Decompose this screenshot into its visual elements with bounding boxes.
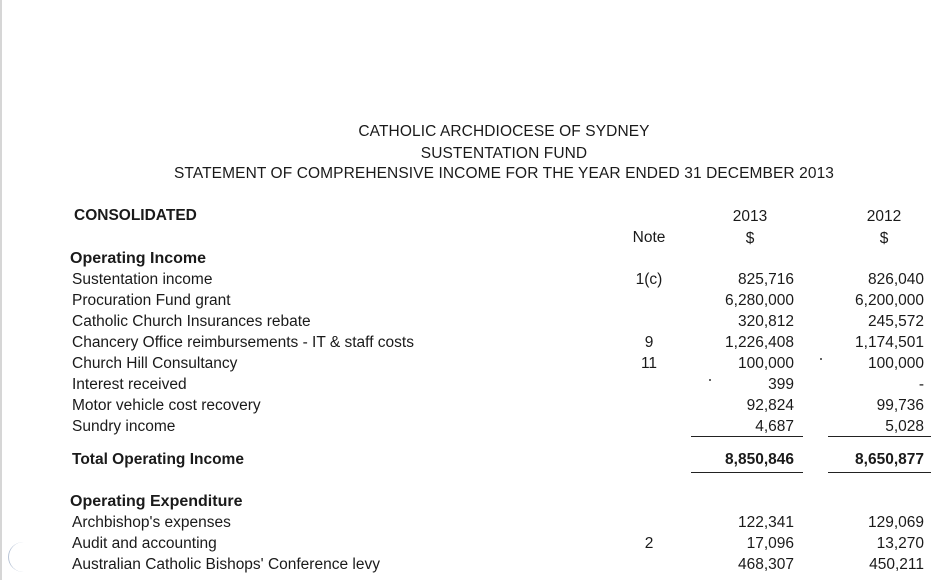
value-2012: 450,211	[869, 556, 924, 573]
table-row	[0, 313, 942, 334]
value-2013: 122,341	[737, 514, 794, 531]
table-row	[0, 355, 942, 376]
row-label: Church Hill Consultancy	[72, 355, 238, 372]
row-note: 2	[644, 535, 654, 552]
value-2013: 399	[768, 376, 794, 393]
table-row	[0, 376, 942, 397]
row-label: Chancery Office reimbursements - IT & staff costs	[72, 334, 414, 351]
total-value-2012: 8,650,877	[855, 451, 924, 468]
row-label: Sustentation income	[72, 271, 213, 288]
value-2012: 100,000	[867, 355, 924, 372]
table-row	[0, 556, 942, 577]
table-row	[0, 535, 942, 556]
subtotal-rule-2013	[691, 436, 803, 437]
note-column-header: Note	[632, 229, 666, 246]
table-row	[0, 334, 942, 355]
value-2012: 6,200,000	[855, 292, 924, 309]
statement-title: STATEMENT OF COMPREHENSIVE INCOME FOR THE YEAR ENDED 31 DECEMBER 2013	[173, 165, 835, 182]
value-2013: 468,307	[737, 556, 794, 573]
value-2012: 99,736	[876, 397, 924, 414]
scan-speck	[709, 379, 711, 381]
currency-2013-header: $	[745, 230, 755, 247]
table-row	[0, 271, 942, 292]
row-label: Procuration Fund grant	[72, 292, 231, 309]
row-label: Motor vehicle cost recovery	[72, 397, 261, 414]
total-label: Total Operating Income	[72, 451, 244, 468]
value-2013: 92,824	[746, 397, 794, 414]
total-row	[0, 451, 942, 472]
total-rule-2013	[691, 472, 803, 473]
table-row	[0, 397, 942, 418]
currency-2012-header: $	[879, 230, 889, 247]
row-label: Archbishop's expenses	[72, 514, 231, 531]
value-2013: 4,687	[755, 418, 794, 435]
value-2012: -	[918, 376, 924, 393]
operating-income-heading: Operating Income	[70, 250, 207, 267]
value-2013: 100,000	[737, 355, 794, 372]
value-2012: 5,028	[885, 418, 924, 435]
value-2013: 1,226,408	[725, 334, 794, 351]
row-note: 1(c)	[635, 271, 663, 288]
value-2012: 245,572	[867, 313, 924, 330]
consolidated-label: CONSOLIDATED	[74, 207, 197, 224]
value-2013: 825,716	[737, 271, 794, 288]
value-2012: 129,069	[867, 514, 924, 531]
row-label: Interest received	[72, 376, 187, 393]
fund-title: SUSTENTATION FUND	[420, 145, 588, 162]
year-2012-header: 2012	[866, 208, 902, 225]
row-label: Catholic Church Insurances rebate	[72, 313, 311, 330]
table-row	[0, 292, 942, 313]
row-label: Sundry income	[72, 418, 176, 435]
value-2013: 6,280,000	[725, 292, 794, 309]
subtotal-rule-2012	[828, 436, 931, 437]
value-2012: 13,270	[876, 535, 924, 552]
row-label: Australian Catholic Bishops' Conference levy	[72, 556, 380, 573]
row-note: 9	[644, 334, 654, 351]
total-rule-2012	[828, 472, 931, 473]
row-note: 11	[640, 355, 658, 372]
scan-speck	[820, 358, 822, 360]
value-2013: 17,096	[746, 535, 794, 552]
value-2013: 320,812	[737, 313, 794, 330]
total-value-2013: 8,850,846	[725, 451, 794, 468]
table-row	[0, 514, 942, 535]
org-title: CATHOLIC ARCHDIOCESE OF SYDNEY	[358, 123, 650, 140]
year-2013-header: 2013	[732, 208, 768, 225]
value-2012: 1,174,501	[855, 334, 924, 351]
row-label: Audit and accounting	[72, 535, 217, 552]
operating-expenditure-heading: Operating Expenditure	[70, 493, 243, 510]
value-2012: 826,040	[867, 271, 924, 288]
